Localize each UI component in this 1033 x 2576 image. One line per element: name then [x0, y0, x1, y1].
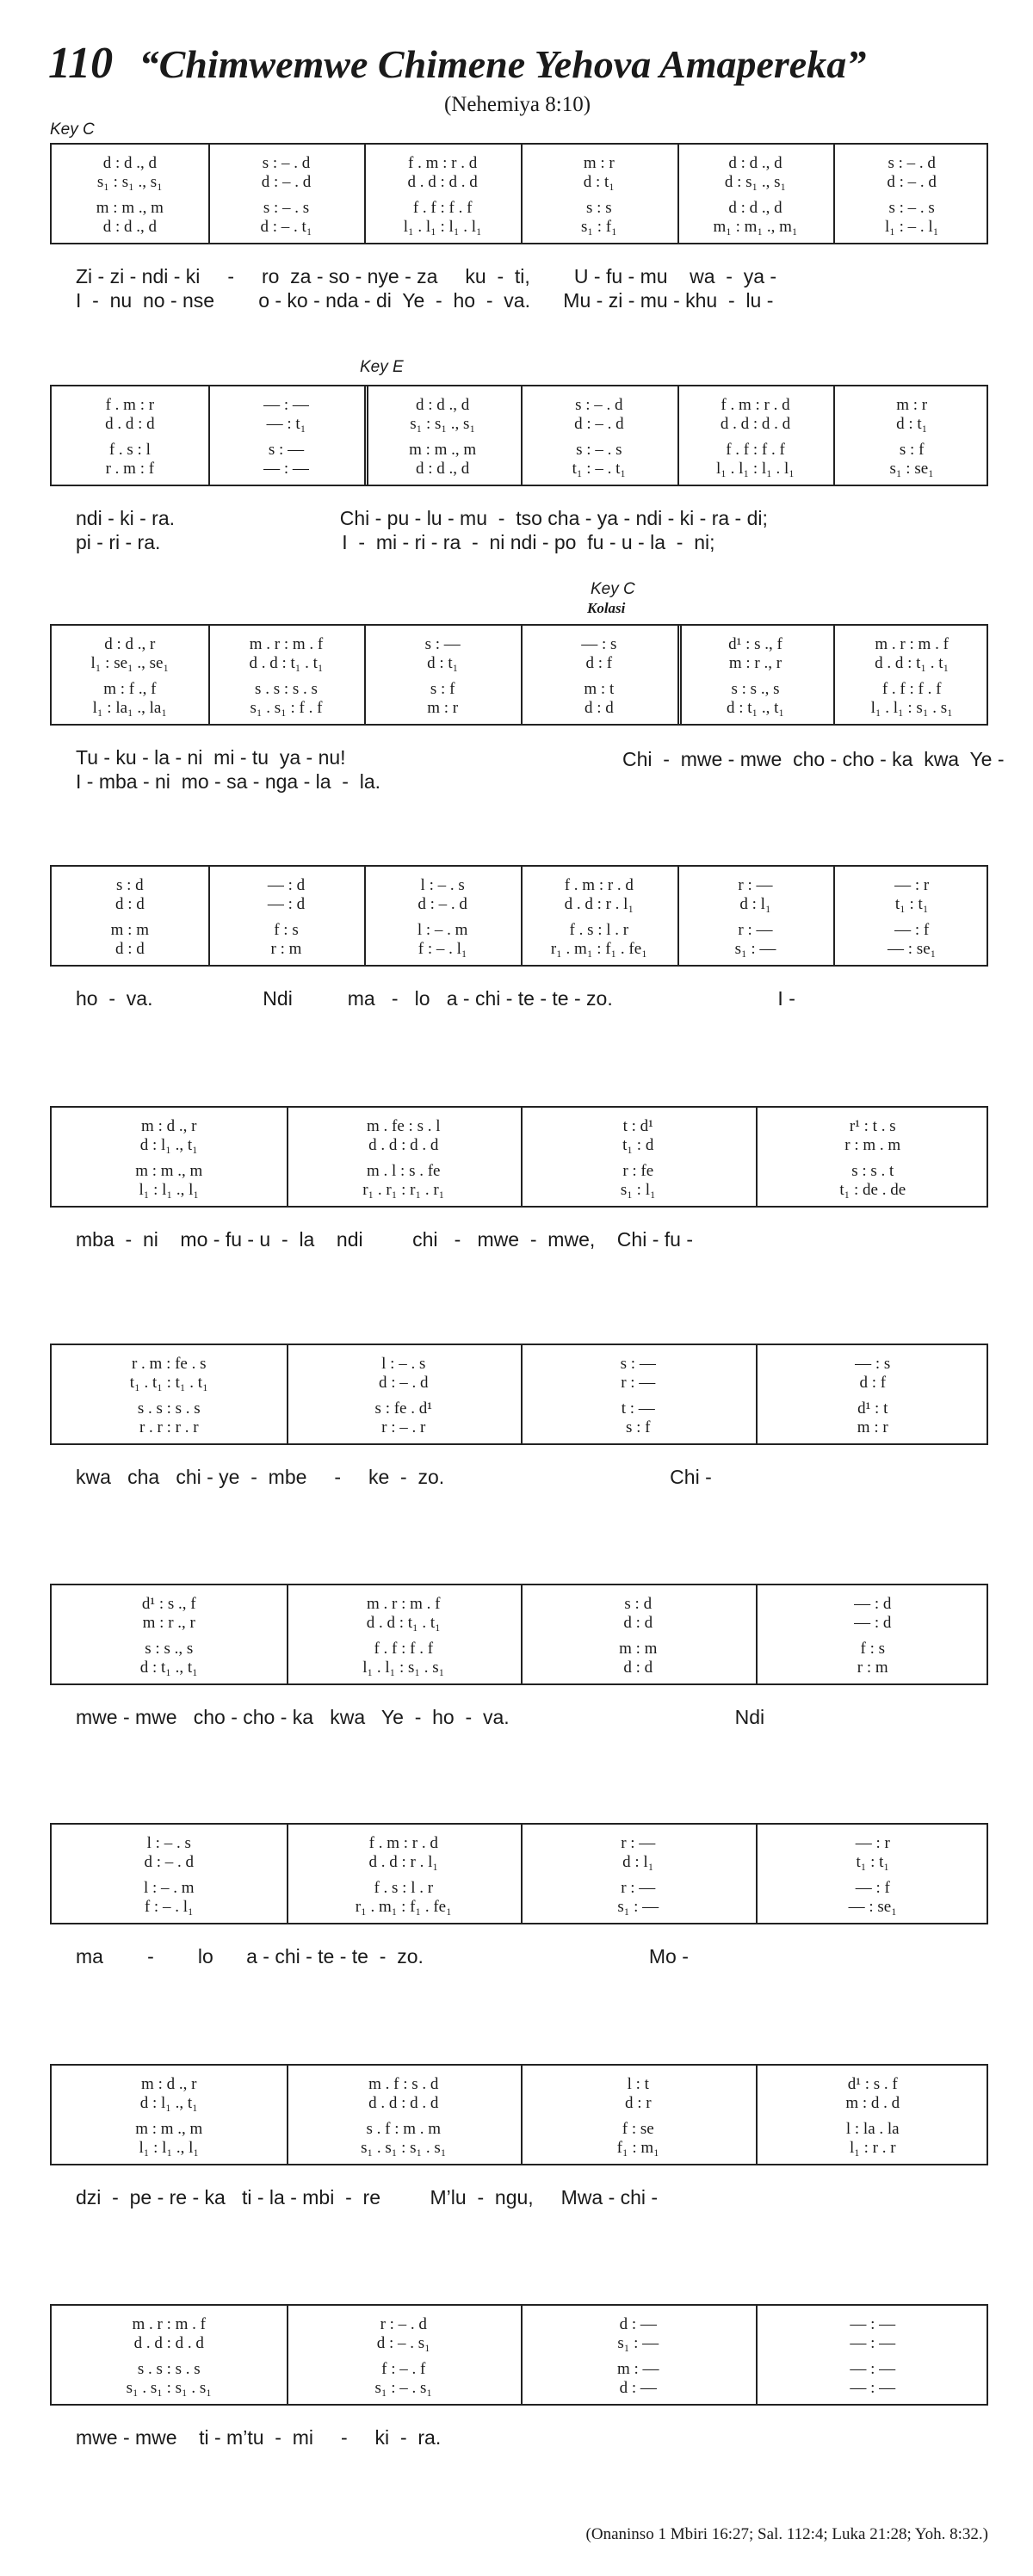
notation-cell: m . l : s . fe: [367, 1162, 441, 1180]
staff-box: [50, 1106, 988, 1208]
notation-cell: s : – . d: [575, 396, 623, 414]
notation-cell: l₁ : – . l₁: [884, 218, 939, 236]
notation-cell: t : d¹: [622, 1117, 653, 1135]
notation-cell: — : —: [850, 2379, 896, 2397]
voice-row: [52, 698, 987, 719]
notation-cell: d : l₁ ., t₁: [139, 1136, 198, 1154]
notation-cell: s . s : s . s: [137, 1399, 201, 1418]
notation-cell: f . f : f . f: [881, 680, 942, 698]
notation-cell: d : d: [114, 940, 145, 958]
staff-box: [50, 2064, 988, 2165]
music-system: [50, 865, 990, 1010]
notation-cell: d¹ : s ., f: [728, 635, 782, 653]
notation-cell: s₁ : —: [734, 940, 776, 958]
notation-cell: f . f : f . f: [374, 1640, 434, 1658]
staff-box: [50, 2304, 988, 2406]
staff-box: [50, 143, 988, 244]
lyric-line: mwe - mwe ti - m’tu - mi - ki - ra.: [76, 2426, 442, 2449]
notation-cell: m : m ., m: [96, 199, 164, 217]
notation-cell: d : —: [619, 2315, 657, 2333]
notation-cell: m . r : m . f: [249, 635, 324, 653]
notation-cell: m . r : m . f: [132, 2315, 206, 2333]
notation-cell: f . m : r . d: [408, 154, 478, 172]
song-number: 110: [48, 39, 114, 88]
notation-cell: — : se₁: [848, 1898, 897, 1916]
notation-cell: s₁ : se₁: [889, 460, 934, 478]
notation-cell: s . s : s . s: [137, 2360, 201, 2378]
notation-cell: m : d ., r: [141, 1117, 197, 1135]
notation-cell: f₁ : m₁: [616, 2139, 659, 2157]
notation-cell: l₁ : la₁ ., la₁: [92, 699, 167, 717]
notation-cell: l : la . la: [845, 2120, 900, 2138]
notation-cell: d : d ., r: [104, 635, 156, 653]
notation-cell: — : d: [267, 895, 306, 913]
notation-cell: m : m ., m: [135, 2120, 203, 2138]
notation-cell: l₁ . l₁ : s₁ . s₁: [870, 699, 953, 717]
notation-cell: s . f : m . m: [366, 2120, 442, 2138]
notation-cell: t₁ : de . de: [839, 1181, 906, 1199]
notation-cell: l₁ . l₁ : l₁ . l₁: [716, 460, 795, 478]
voice-row: [52, 939, 987, 960]
notation-cell: d : – . d: [261, 173, 312, 191]
notation-cell: d : d: [623, 1614, 653, 1632]
notation-cell: — : s: [855, 1355, 891, 1373]
notation-cell: — : se₁: [888, 940, 937, 958]
notation-cell: d . d : t₁ . t₁: [875, 654, 949, 672]
notation-cell: d : t₁ ., t₁: [726, 699, 785, 717]
notation-cell: m : r: [896, 396, 928, 414]
notation-cell: m₁ : m₁ ., m₁: [713, 218, 798, 236]
voice-row: [52, 2074, 987, 2095]
notation-cell: m : m ., m: [135, 1162, 203, 1180]
notation-cell: d¹ : s . f: [847, 2075, 898, 2093]
key-marker-e: Key E: [360, 358, 404, 376]
notation-cell: s : – . s: [888, 199, 935, 217]
notation-cell: s : —: [620, 1355, 656, 1373]
notation-cell: d : d ., d: [102, 218, 157, 236]
notation-cell: m : d ., r: [141, 2075, 197, 2093]
voice-row: [52, 1639, 987, 1659]
notation-cell: s : —: [424, 635, 461, 653]
notation-cell: d : r: [624, 2094, 652, 2112]
notation-cell: d : t₁: [583, 173, 615, 191]
notation-cell: d : – . s₁: [376, 2334, 430, 2352]
notation-cell: m . r : m . f: [875, 635, 949, 653]
voice-row: [52, 395, 987, 416]
notation-cell: s₁ : s₁ ., s₁: [96, 173, 163, 191]
notation-cell: r : – . d: [380, 2315, 427, 2333]
notation-cell: m : m ., m: [409, 441, 477, 459]
notation-cell: — : —: [263, 460, 309, 478]
notation-cell: t : —: [621, 1399, 655, 1418]
lyric-line: mwe - mwe cho - cho - ka kwa Ye - ho - va. Ndi: [76, 1706, 765, 1728]
notation-cell: m . fe : s . l: [367, 1117, 441, 1135]
notation-cell: d : – . d: [574, 415, 624, 433]
notation-cell: m : r ., r: [142, 1614, 195, 1632]
music-system: [50, 2064, 990, 2208]
notation-cell: l₁ : l₁ ., l₁: [139, 1181, 199, 1199]
notation-cell: f . f : f . f: [726, 441, 785, 459]
notation-cell: s₁ . s₁ : s₁ . s₁: [361, 2139, 447, 2157]
notation-cell: — : t₁: [266, 415, 306, 433]
notation-cell: s₁ : – . s₁: [374, 2379, 433, 2397]
notation-cell: — : f: [894, 921, 930, 939]
voice-row: [52, 894, 987, 915]
notation-cell: s : fe . d¹: [374, 1399, 432, 1418]
voice-row: [52, 2333, 987, 2354]
notation-cell: s₁ : —: [617, 1898, 659, 1916]
notation-cell: s : d: [115, 876, 144, 894]
notation-cell: d . d : d . d: [133, 2334, 204, 2352]
notation-cell: d : l₁: [739, 895, 771, 913]
staff-box: [50, 385, 988, 486]
notation-cell: r₁ . m₁ : f₁ . fe₁: [355, 1898, 452, 1916]
notation-cell: m : f ., f: [103, 680, 157, 698]
notation-cell: — : —: [263, 396, 309, 414]
voice-row: [52, 459, 987, 479]
music-system: [50, 1106, 990, 1251]
notation-cell: m . r : m . f: [367, 1595, 441, 1613]
notation-cell: s₁ : f₁: [580, 218, 617, 236]
notation-cell: d . d : d . d: [368, 2094, 439, 2112]
notation-cell: t₁ : t₁: [856, 1853, 890, 1871]
voice-row: [52, 217, 987, 238]
notation-cell: m : —: [616, 2360, 659, 2378]
notation-cell: d : d ., d: [416, 396, 470, 414]
notation-cell: f : – . l₁: [144, 1898, 194, 1916]
voice-row: [52, 1116, 987, 1137]
lyric-line: kwa cha chi - ye - mbe - ke - zo. Chi -: [76, 1466, 712, 1488]
notation-cell: d . d : d . d: [720, 415, 791, 433]
music-system: [50, 624, 1005, 793]
voice-row: [52, 1161, 987, 1182]
notation-cell: l₁ : l₁ ., l₁: [139, 2139, 199, 2157]
lyric-line: pi - ri - ra. I - mi - ri - ra - ni ndi - po fu - u - la - ni;: [76, 531, 715, 553]
notation-cell: l : – . m: [417, 921, 468, 939]
notation-cell: l₁ . l₁ : s₁ . s₁: [362, 1659, 445, 1677]
notation-cell: r . m : f: [105, 460, 155, 478]
notation-cell: f . s : l . r: [374, 1879, 434, 1897]
voice-row: [52, 198, 987, 219]
notation-cell: d : – . d: [144, 1853, 195, 1871]
voice-row: [52, 920, 987, 941]
voice-row: [52, 1658, 987, 1678]
notation-cell: f : s: [860, 1640, 885, 1658]
notation-cell: m : m: [110, 921, 149, 939]
voice-row: [52, 1399, 987, 1419]
notation-cell: — : —: [850, 2360, 896, 2378]
voice-row: [52, 653, 987, 674]
notation-cell: d : f: [585, 654, 613, 672]
notation-cell: d . d : d . d: [407, 173, 478, 191]
notation-cell: s : s ., s: [145, 1640, 194, 1658]
voice-row: [52, 2314, 987, 2335]
notation-cell: s : —: [268, 441, 305, 459]
notation-cell: d : s₁ ., s₁: [724, 173, 787, 191]
music-system: [50, 143, 990, 312]
notation-cell: f . s : l: [108, 441, 151, 459]
notation-cell: d . d : r . l₁: [564, 895, 634, 913]
lyric-line: ndi - ki - ra. Chi - pu - lu - mu - tso cha - ya - ndi - ki - ra - di;: [76, 507, 768, 529]
notation-cell: s : – . d: [888, 154, 936, 172]
notation-cell: t₁ : t₁: [894, 895, 929, 913]
notation-cell: r : —: [621, 1879, 656, 1897]
voice-row: [52, 2119, 987, 2140]
notation-cell: s₁ . s₁ : s₁ . s₁: [126, 2379, 212, 2397]
notation-cell: m : r ., r: [728, 654, 782, 672]
voice-row: [52, 1613, 987, 1634]
notation-cell: f . m : r . d: [564, 876, 634, 894]
notation-cell: d : d ., d: [728, 199, 782, 217]
voice-row: [52, 440, 987, 460]
voice-row: [52, 875, 987, 896]
voice-row: [52, 1594, 987, 1615]
notation-cell: d : d: [584, 699, 614, 717]
voice-row: [52, 2359, 987, 2380]
notation-cell: — : r: [855, 1834, 890, 1852]
notation-cell: s₁ . s₁ : f . f: [250, 699, 323, 717]
notation-cell: d . d : r . l₁: [368, 1853, 438, 1871]
key-marker-c: Key C: [50, 120, 95, 139]
notation-cell: s : – . s: [263, 199, 310, 217]
notation-cell: d : d ., d: [728, 154, 782, 172]
voice-row: [52, 414, 987, 435]
notation-cell: d¹ : t: [857, 1399, 888, 1418]
notation-cell: m : t: [584, 680, 615, 698]
notation-cell: — : d: [854, 1595, 892, 1613]
lyric-line: mba - ni mo - fu - u - la ndi chi - mwe - mwe, Chi - fu -: [76, 1228, 693, 1251]
notation-cell: d : – . d: [418, 895, 467, 913]
notation-cell: f . m : r: [105, 396, 155, 414]
notation-cell: f . s : l . r: [569, 921, 629, 939]
notation-cell: l : – . s: [146, 1834, 191, 1852]
notation-cell: s : – . s: [576, 441, 622, 459]
notation-cell: — : d: [267, 876, 306, 894]
notation-cell: d : d: [623, 1659, 653, 1677]
notation-cell: r : —: [738, 921, 773, 939]
notation-cell: d : t₁: [427, 654, 459, 672]
voice-row: [52, 2138, 987, 2159]
notation-cell: d¹ : s ., f: [141, 1595, 196, 1613]
notation-cell: s : f: [430, 680, 455, 698]
notation-cell: — : —: [850, 2315, 896, 2333]
music-system: [50, 385, 990, 553]
voice-row: [52, 1135, 987, 1156]
notation-cell: l : – . s: [381, 1355, 426, 1373]
voice-row: [52, 1418, 987, 1438]
notation-cell: r : —: [738, 876, 773, 894]
voice-row: [52, 1373, 987, 1393]
lyric-line: Chi - mwe - mwe cho - cho - ka kwa Ye -: [622, 748, 1005, 770]
music-system: [50, 2304, 990, 2449]
notation-cell: f : – . f: [381, 2360, 426, 2378]
notation-cell: r : – . r: [381, 1418, 426, 1436]
notation-cell: s : d: [624, 1595, 653, 1613]
music-system: [50, 1584, 990, 1728]
voice-row: [52, 2378, 987, 2399]
staff-box: [50, 1344, 988, 1445]
voice-row: [52, 1897, 987, 1918]
notation-cell: r : m: [270, 940, 302, 958]
notation-cell: f . m : r . d: [721, 396, 790, 414]
notation-cell: l₁ . l₁ : l₁ . l₁: [403, 218, 482, 236]
notation-cell: d : – . t₁: [260, 218, 312, 236]
notation-cell: — : d: [854, 1614, 892, 1632]
staff-box: [50, 1823, 988, 1924]
notation-cell: t₁ : d: [622, 1136, 654, 1154]
notation-cell: r¹ : t . s: [849, 1117, 896, 1135]
scripture-reference: (Nehemiya 8:10): [443, 93, 591, 116]
staff-box: [50, 865, 988, 967]
key-marker-c-chorus: Key C: [591, 580, 635, 598]
notation-cell: r : —: [621, 1834, 656, 1852]
voice-row: [52, 2093, 987, 2114]
notation-cell: d : t₁: [896, 415, 928, 433]
notation-cell: m : m: [619, 1640, 658, 1658]
voice-row: [52, 1878, 987, 1899]
voice-row: [52, 679, 987, 700]
notation-cell: l : – . s: [420, 876, 465, 894]
lyric-line: ma - lo a - chi - te - te - zo. Mo -: [76, 1945, 689, 1968]
notation-cell: f . f : f . f: [412, 199, 473, 217]
notation-cell: s : f: [899, 441, 925, 459]
notation-cell: s₁ : l₁: [620, 1181, 656, 1199]
notation-cell: — : —: [850, 2334, 896, 2352]
voice-row: [52, 153, 987, 174]
notation-cell: d . d : d . d: [368, 1136, 439, 1154]
voice-row: [52, 1852, 987, 1873]
voice-row: [52, 1180, 987, 1201]
lyric-line: I - nu no - nse o - ko - nda - di Ye - ho - va. Mu - zi - mu - khu - lu -: [76, 289, 774, 312]
notation-cell: f : se: [622, 2120, 654, 2138]
voice-row: [52, 172, 987, 193]
notation-cell: s : s ., s: [731, 680, 780, 698]
notation-cell: f : – . l₁: [418, 940, 467, 958]
lyric-line: ho - va. Ndi ma - lo a - chi - te - te - zo. I -: [76, 987, 795, 1010]
voice-row: [52, 1354, 987, 1374]
notation-cell: d : l₁ ., t₁: [139, 2094, 198, 2112]
notation-cell: f . m : r . d: [368, 1834, 438, 1852]
song-title: “Chimwemwe Chimene Yehova Amapereka”: [139, 42, 867, 86]
notation-cell: d : f: [859, 1374, 887, 1392]
notation-cell: — : f: [855, 1879, 890, 1897]
music-system: [50, 1823, 990, 1968]
notation-cell: r₁ . m₁ : f₁ . fe₁: [550, 940, 647, 958]
notation-cell: l₁ : se₁ ., se₁: [90, 654, 170, 672]
voice-row: [52, 634, 987, 655]
notation-cell: r₁ . r₁ : r₁ . r₁: [362, 1181, 445, 1199]
notation-cell: m : r: [583, 154, 615, 172]
lyric-line: Zi - zi - ndi - ki - ro za - so - nye - za ku - ti, U - fu - mu wa - ya -: [76, 265, 777, 287]
lyric-line: dzi - pe - re - ka ti - la - mbi - re M’lu - ngu, Mwa - chi -: [76, 2186, 659, 2208]
notation-cell: l₁ : r . r: [849, 2139, 896, 2157]
music-system: [50, 1344, 990, 1488]
notation-cell: l : – . m: [143, 1879, 195, 1897]
notation-cell: s : – . d: [262, 154, 311, 172]
notation-cell: d : t₁ ., t₁: [139, 1659, 198, 1677]
notation-cell: f : s: [274, 921, 299, 939]
notation-cell: s : s: [586, 199, 612, 217]
notation-cell: — : s: [581, 635, 617, 653]
notation-cell: — : r: [894, 876, 930, 894]
notation-cell: s : f: [626, 1418, 651, 1436]
notation-cell: r : m: [857, 1659, 888, 1677]
notation-cell: r . m : fe . s: [131, 1355, 207, 1373]
notation-cell: m : r: [857, 1418, 888, 1436]
notation-cell: t₁ : – . t₁: [572, 460, 626, 478]
notation-cell: m : d . d: [845, 2094, 900, 2112]
notation-cell: s₁ : s₁ ., s₁: [410, 415, 476, 433]
notation-cell: d : d: [114, 895, 145, 913]
notation-cell: d . d : t₁ . t₁: [249, 654, 324, 672]
notation-cell: s₁ : —: [617, 2334, 659, 2352]
lyric-line: I - mba - ni mo - sa - nga - la - la.: [76, 770, 381, 793]
notation-cell: r . r : r . r: [139, 1418, 199, 1436]
footer-references: (Onaninso 1 Mbiri 16:27; Sal. 112:4; Luka 21:28; Yoh. 8:32.): [585, 2525, 988, 2543]
staff-box: [50, 1584, 988, 1685]
notation-cell: d . d : d: [105, 415, 155, 433]
staff-box: [50, 624, 988, 726]
notation-cell: d : l₁: [622, 1853, 654, 1871]
notation-cell: d . d : t₁ . t₁: [366, 1614, 441, 1632]
notation-cell: d : – . d: [887, 173, 937, 191]
notation-cell: s : s . t: [851, 1162, 894, 1180]
notation-cell: m : r: [427, 699, 459, 717]
notation-cell: s . s : s . s: [255, 680, 318, 698]
notation-cell: d : d ., d: [102, 154, 157, 172]
chorus-label: Kolasi: [587, 600, 626, 616]
notation-cell: m . f : s . d: [368, 2075, 439, 2093]
notation-cell: r : m . m: [844, 1136, 901, 1154]
voice-row: [52, 1833, 987, 1854]
notation-cell: r : —: [621, 1374, 656, 1392]
notation-cell: d : —: [619, 2379, 657, 2397]
notation-cell: t₁ . t₁ : t₁ . t₁: [129, 1374, 208, 1392]
notation-cell: d : d ., d: [416, 460, 470, 478]
lyric-line: Tu - ku - la - ni mi - tu ya - nu!: [76, 746, 346, 769]
notation-cell: l : t: [627, 2075, 649, 2093]
notation-cell: r : fe: [622, 1162, 654, 1180]
notation-cell: d : – . d: [378, 1374, 429, 1392]
song-header: [48, 38, 987, 116]
